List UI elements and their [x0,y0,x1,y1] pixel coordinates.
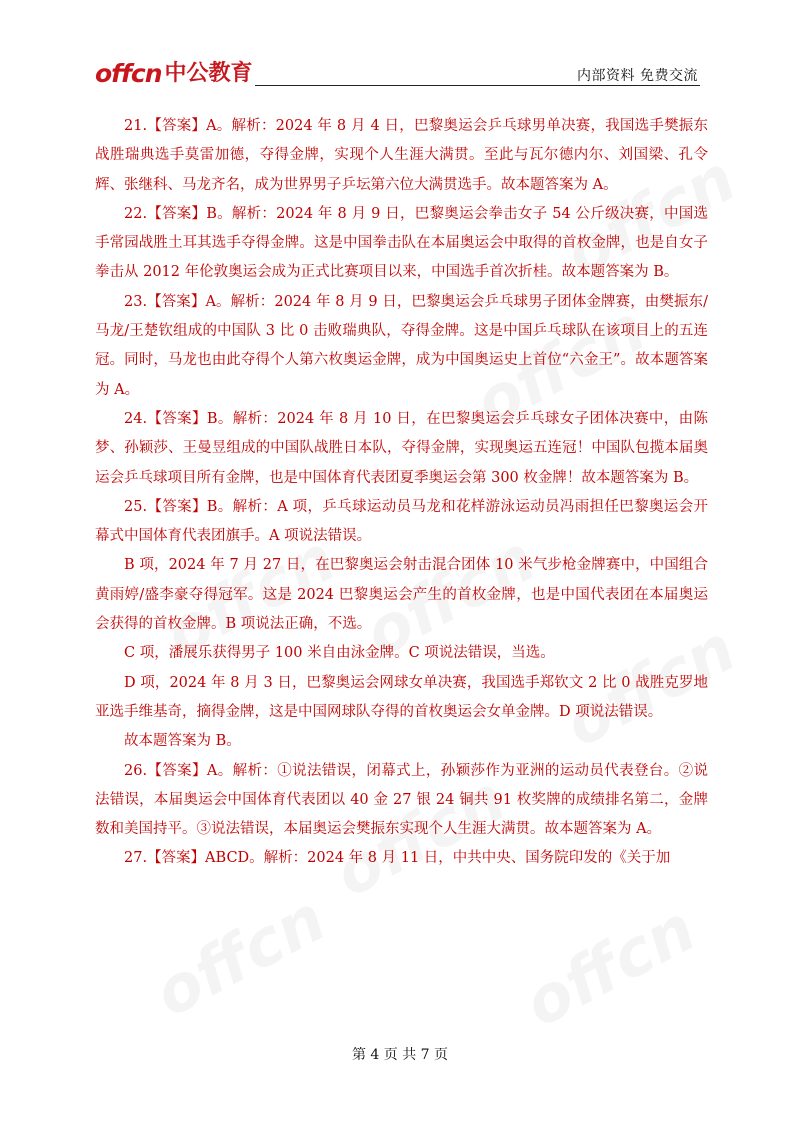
page-header [95,58,700,90]
watermark [513,892,707,1042]
header-note: 内部资料 免费交流 [577,68,698,84]
paragraph-q26: 26.【答案】A。解析：①说法错误，闭幕式上，孙颖莎作为亚洲的运动员代表登台。②说法错误，本届奥运会中国体育代表团以 40 金 27 银 24 铜共 91 枚奖牌的成绩排名第二，金牌数和美国持平。③说法错误，本届奥运会樊振东实现个人生涯大满贯。故本题答案为 A。 [95,762,708,838]
header-rule [255,85,700,86]
paragraph-q25-option-b: B 项，2024 年 7 月 27 日，在巴黎奥运会射击混合团体 10 米气步枪金牌赛中，中国组合黄雨婷/盛李豪夺得冠军。这是 2024 巴黎奥运会产生的首枚金牌，也是中国代表团在本届奥运会获得的首枚金牌。B 项说法正确，不选。 [95,557,708,633]
paragraph-q24: 24.【答案】B。解析：2024 年 8 月 10 日，在巴黎奥运会乒乓球女子团体决赛中，由陈梦、孙颖莎、王曼昱组成的中国队战胜日本队，夺得金牌，实现奥运五连冠！中国队包揽本届奥运会乒乓球项目所有金牌，也是中国体育代表团夏季奥运会第 300 枚金牌！故本题答案为 B。 [95,410,708,486]
paragraph-q27: 27.【答案】ABCD。解析：2024 年 8 月 11 日，中共中央、国务院印发的《关于加 [124,850,671,867]
logo-latin-text: offcn [95,59,162,88]
paragraph-q25: 25.【答案】B。解析：A 项，乒乓球运动员马龙和花样游泳运动员冯雨担任巴黎奥运会开幕式中国体育代表团旗手。A 项说法错误。 [95,498,708,545]
paragraph-q25-option-c: C 项，潘展乐获得男子 100 米自由泳金牌。C 项说法错误，当选。 [124,645,555,662]
paragraph-q21: 21.【答案】A。解析：2024 年 8 月 4 日，巴黎奥运会乒乓球男单决赛，我国选手樊振东战胜瑞典选手莫雷加德，夺得金牌，实现个人生涯大满贯。至此与瓦尔德内尔、刘国梁、孔令辉、张继科、马龙齐名，成为世界男子乒坛第六位大满贯选手。故本题答案为 A。 [95,118,708,193]
page-number: 第 4 页 共 7 页 [351,1047,449,1063]
paragraph-q23: 23.【答案】A。解析：2024 年 8 月 9 日，巴黎奥运会乒乓球男子团体金牌赛，由樊振东/马龙/王楚钦组成的中国队 3 比 0 击败瑞典队，夺得金牌。这是中国乒乓球队在该项目上的五连冠。同时，马龙也由此夺得个人第六枚奥运金牌，成为中国奥运史上首位“六金王”。故本题答案为 A。 [95,293,708,398]
offcn-logo [95,58,253,88]
logo-chinese-text: 中公教育 [164,61,253,86]
watermark [143,882,337,1032]
paragraph-q25-conclusion: 故本题答案为 B。 [124,733,241,750]
answer-explanations [95,112,708,874]
paragraph-q22: 22.【答案】B。解析：2024 年 8 月 9 日，巴黎奥运会拳击女子 54 公斤级决赛，中国选手常园战胜土耳其选手夺得金牌。这是中国拳击队在本届奥运会中取得的首枚金牌，也是自女子拳击从 2012 年伦敦奥运会成为正式比赛项目以来，中国选手首次折桂。故本题答案为 B。 [95,205,708,281]
paragraph-q25-option-d: D 项，2024 年 8 月 3 日，巴黎奥运会网球女单决赛，我国选手郑钦文 2 比 0 战胜克罗地亚选手维基奇，摘得金牌，这是中国网球队夺得的首枚奥运会女单金牌。D 项说法错误。 [95,674,708,720]
